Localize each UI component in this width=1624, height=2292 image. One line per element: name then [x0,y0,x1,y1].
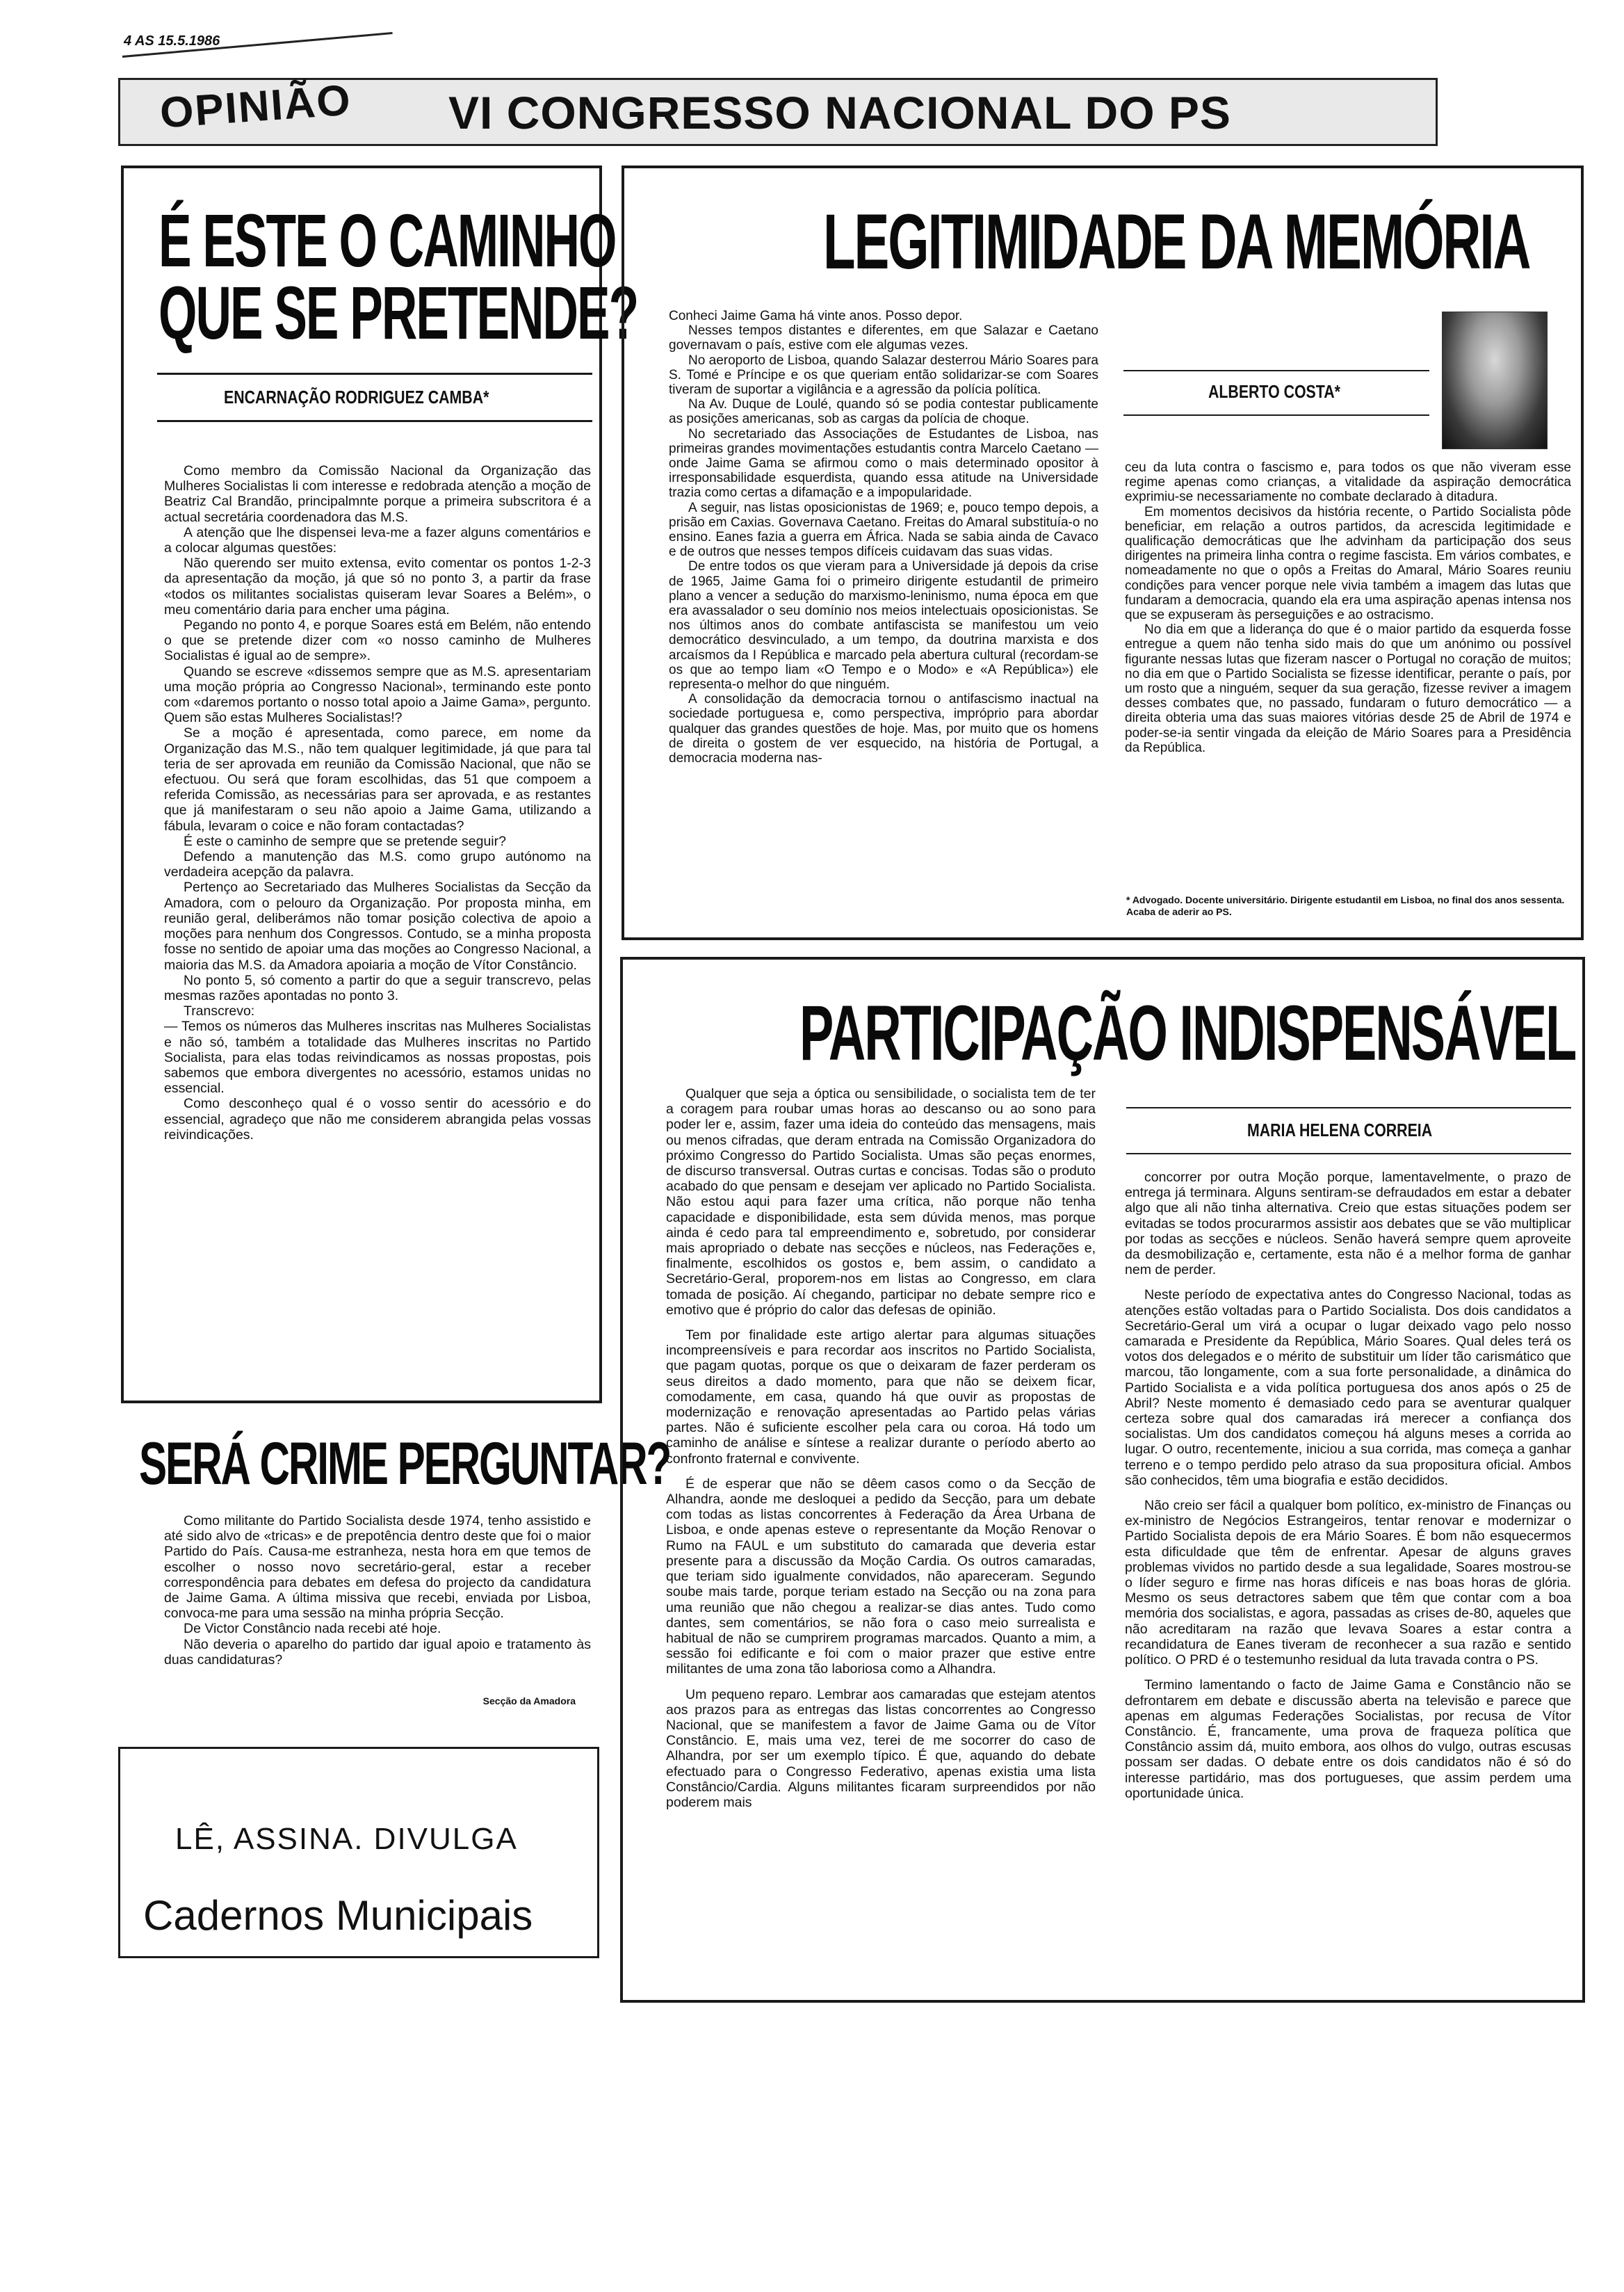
signature-amadora: Secção da Amadora [482,1695,576,1706]
paragraph: No ponto 5, só comento a partir do que a seguir transcrevo, pelas mesmas razões apontadas no ponto 3. [164,972,591,1003]
footnote-costa: * Advogado. Docente universitário. Dirigente estudantil em Lisboa, no final dos anos sessenta. Acaba de aderir ao PS. [1126,894,1565,917]
paragraph: Pegando no ponto 4, e porque Soares está em Belém, não entendo o que se pretende dizer com «o nosso caminho de Mulheres Socialistas é igual ao de sempre». [164,618,591,664]
paragraph: Como militante do Partido Socialista desde 1974, tenho assistido e até sido alvo de «tricas» e de prepotência dentro deste que foi o maior Partido do País. Causa-me estranheza, nesta hora em que temos de escolher o nosso novo secretário-geral, estar a receber correspondência para debates em defesa do projecto da candidatura de Jaime Gama. A última missiva que recebi, enviada por Lisboa, convoca-me para uma sessão na minha própria Secção. [164,1513,591,1622]
paragraph: Termino lamentando o facto de Jaime Gama e Constâncio não se defrontarem em debate e discussão aberta na televisão e parece que apenas em algumas Federações Socialistas, por recusa de Vítor Constâncio. É, francamente, uma prova de fraqueza política que Constâncio assim dá, muito embora, aos olhos do vulgo, outras escusas possam ser dadas. O debate entre os dois candidatos não é só do interesse partidário, mas dos portugueses, que assim perdem uma oportunidade única. [1125,1677,1571,1801]
ad-line-1: LÊ, ASSINA. DIVULGA [175,1822,518,1856]
paragraph: Não querendo ser muito extensa, evito comentar os pontos 1-2-3 da apresentação da moção, já que só no ponto 3, a partir da frase «todos os militantes socialistas quiseram levar Soares a Belém», o meu comentário daria para encher uma página. [164,556,591,618]
paragraph: De entre todos os que vieram para a Universidade já depois da crise de 1965, Jaime Gama foi o primeiro dirigente estudantil de primeiro plano a vencer a sedução do marxismo-leninismo, numa época em que era avassalador o seu domínio nos meios intelectuais oposicionistas. Se nos últimos anos do combate antifascista se manifestou um veio democrático desvinculado, a um tempo, da doutrina marxista e dos arcaísmos da I República e marcado pela abertura cultural (recordam-se os que ao tempo liam «O Tempo e o Modo» e «A República») ele representa-o melhor do que ninguém. [669,559,1098,693]
byline-camba: ENCARNAÇÃO RODRIGUEZ CAMBA* [224,387,489,407]
headline-caminho-line2: QUE SE PRETENDE? [159,271,638,355]
paragraph: Tem por finalidade este artigo alertar para algumas situações incompreensíveis e para recordar aos inscritos no Partido Socialista, que pagam quotas, porque os que o deixaram de fazer perderam os seus direitos a dado momento, para que não se deixem ficar, comodamente, em casa, quando há que ouvir as propostas de modernização e renovação apresentadas ao Partido pelas várias partes. Não é suficiente escolher pela cara ou coroa. Há todo um caminho de análise e síntese a realizar durante o período aberto ao confronto fraternal e convivente. [666,1327,1096,1467]
byline-costa: ALBERTO COSTA* [1208,381,1340,402]
paragraph: A atenção que lhe dispensei leva-me a fazer alguns comentários e a colocar algumas questões: [164,524,591,556]
paragraph: Como desconheço qual é o vosso sentir do acessório e do essencial, agradeço que não me considerem abrangida pelas vossas reivindicações. [164,1096,591,1143]
paragraph: Defendo a manutenção das M.S. como grupo autónomo na verdadeira acepção da palavra. [164,849,591,880]
paragraph: No aeroporto de Lisboa, quando Salazar desterrou Mário Soares para S. Tomé e Príncipe e os que queriam então solidarizar-se com Soares tiveram de suportar a vigilância e a agressão da polícia política. [669,353,1098,398]
byline-rule-top [1123,370,1429,371]
paragraph: Neste período de expectativa antes do Congresso Nacional, todas as atenções estão voltadas para o Partido Socialista. Dos dois candidatos a Secretário-Geral um virá a ocupar o lugar deixado vago pelo nosso camarada e Presidente da República, Mário Soares. Qual deles terá os votos dos delegados e o mérito de substituir um líder tão carismático que marcou, tão longamente, com a sua forte personalidade, a dinâmica do Partido Socialista e a vida política portuguesa dos anos após o 25 de Abril? Neste momento é demasiado cedo para se aventurar qualquer certeza sobre qual dos camaradas irá merecer a confiança dos socialistas. Um dos candidatos começou há alguns meses a corrida ao lugar. O outro, recentemente, iniciou a sua corrida, mas começa a ganhar terreno e o tempo perdido pelo atraso da sua propositura oficial. Ambos são conhecidos, têm uma biografia e estão decididos. [1125,1287,1571,1488]
paragraph: Conheci Jaime Gama há vinte anos. Posso depor. [669,309,963,323]
ad-line-2: Cadernos Municipais [143,1892,533,1939]
section-rubric: OPINIÃO [158,76,353,138]
paragraph: A consolidação da democracia tornou o antifascismo inactual na sociedade portuguesa e, como perspectiva, impróprio para abordar qualquer das grandes questões de hoje. Mas, por muito que os homens de direita o gostem de ver esquecido, na história de Portugal, a democracia moderna nas- [669,692,1098,766]
paragraph: Como membro da Comissão Nacional da Organização das Mulheres Socialistas li com interesse e redobrada atenção a moção de Beatriz Cal Brandão, principalmnte porque a primeira subscritora é a actual secretária coordenadora das M.S. [164,463,591,525]
paragraph: A seguir, nas listas oposicionistas de 1969; e, pouco tempo depois, a prisão em Caxias. Governava Caetano. Freitas do Amaral substituía-o no ensino. Eanes fazia a guerra em África. Nada se sabia ainda de Cavaco e de outros que nesses tempos difíceis cuidavam das suas vidas. [669,500,1098,560]
article4-col2 [1125,1170,1571,1801]
byline-rule-bottom [1126,1153,1571,1154]
paragraph: No secretariado das Associações de Estudantes de Lisboa, nas primeiras grandes movimentações estudantis contra Marcelo Caetano — onde Jaime Gama se afirmou como o mais determinado opositor à irresponsabilidade esquerdista, quando essa atitude na Universidade trazia como certas a difamação e a impopularidade. [669,426,1098,501]
paragraph: Pertenço ao Secretariado das Mulheres Socialistas da Secção da Amadora, com o pelouro da Organização. Por proposta minha, em reunião geral, deliberámos não tomar posição colectiva de apoio a moções para nenhum dos Congressos. Contudo, se a minha proposta fosse no sentido de apoiar uma das moções ao Congresso Nacional, a maioria das M.S. da Amadora apoiaria a moção de Vítor Constâncio. [164,880,591,973]
headline-participacao: PARTICIPAÇÃO INDISPENSÁVEL [799,990,1576,1076]
article4-col1 [666,1086,1096,1810]
byline-rule-bottom [157,420,592,422]
article3-col1 [669,309,1098,766]
paragraph: No dia em que a liderança do que é o maior partido da esquerda fosse entregue a quem não tenha sido mais do que um anónimo ou possível figurante nessas lutas que fizeram nascer o Portugal no coração de muitos; no dia em que o Partido Socialista se fizesse identificar, perante o país, por um rosto que a ninguém, sequer da sua geração, fizesse reviver a imagem desses combates que, no passado, fundaram o futuro democrático — a direita obteria uma das suas maiores vitórias desde 25 de Abril de 1974 e poder-se-ia sentir vingada da eleição de Mário Soares para a Presidência da República. [1125,622,1571,755]
paragraph: É de esperar que não se dêem casos como o da Secção de Alhandra, aonde me desloquei a pedido da Secção, para um debate com todas as listas concorrentes à Federação da Área Urbana de Lisboa, e onde apenas esteve o representante da Moção Renovar o Rumo na FAUL e um substituto do camarada que deveria estar presente para a discussão da Moção Cardia. Os outros camaradas, que teriam sido igualmente convidados, não apareceram. Segundo soube mais tarde, porque teriam estado na Secção ou na zona para uma reunião que não chegou a realizar-se dias antes. Tudo como dantes, sem comentários, se não fora o caso meio surrealista e habitual de não se cumprirem programas marcados. Quanto a mim, a sessão foi edificante e foi com o maior prazer que estive entre militantes de uma zona tão laboriosa como a Alhandra. [666,1476,1096,1677]
paragraph: Quando se escreve «dissemos sempre que as M.S. apresentariam uma moção própria ao Congresso Nacional», terminando este ponto com «daremos portanto o nosso total apoio a Jaime Gama», pergunto. Quem são estas Mulheres Socialistas!? [164,663,591,726]
paragraph: Um pequeno reparo. Lembrar aos camaradas que estejam atentos aos prazos para as entregas das listas concorrentes ao Congresso Nacional, que se manifestem a favor de Jaime Gama ou de Vítor Constâncio. E, mais uma vez, terei de me socorrer do caso de Alhandra, por ser um exemplo típico. É que, aquando do debate efectuado para o Congresso Federativo, apenas existia uma lista Constâncio/Cardia. Alguns militantes ficaram surpreendidos por não poderem mais [666,1686,1096,1810]
byline-rule-bottom [1123,414,1429,416]
paragraph: Transcrevo: [184,1003,255,1019]
paragraph: Nesses tempos distantes e diferentes, em que Salazar e Caetano governavam o país, estive com ele algumas vezes. [669,323,1098,353]
paragraph: Se a moção é apresentada, como parece, em nome da Organização das M.S., não tem qualquer legitimidade, já que para tal teria de ser aprovada em reunião da Comissão Nacional, que não se efectuou. Ou será que foram escolhidas, das 51 que compoem a referida Comissão, as necessárias para ser aprovada, e as restantes que já manifestaram o seu não apoio a Jaime Gama, utilizando a fábula, levaram o coice e não foram contactadas? [164,725,591,834]
paragraph: Não deveria o aparelho do partido dar igual apoio e tratamento às duas candidaturas? [164,1636,591,1668]
paragraph: concorrer por outra Moção porque, lamentavelmente, o prazo de entrega já terminara. Alguns sentiram-se defraudados em estar a debater algo que ali não tinha alternativa. Creio que estas situações podem ser evitadas se todos procurarmos assistir aos debates que se vão multiplicar por todas as secções e núcleos. Senão haverá sempre quem aproveite da desmobilização e, certamente, esta não é a melhor forma de ganhar nem de perder. [1125,1170,1571,1278]
headline-crime: SERÁ CRIME PERGUNTAR? [139,1430,671,1497]
article3-col2 [1125,460,1571,755]
paragraph: ceu da luta contra o fascismo e, para todos os que não viveram esse regime apenas como crianças, a vitalidade da aspiração democrática exprimiu-se necessariamente no combate declarado à ditadura. [1125,460,1571,505]
paragraph: De Victor Constâncio nada recebi até hoje. [184,1621,441,1637]
article1-body [164,463,591,1143]
paragraph: Na Av. Duque de Loulé, quando só se podia contestar publicamente as posições americanas, sob as cargas da polícia de choque. [669,397,1098,427]
headline-memoria: LEGITIMIDADE DA MEMÓRIA [823,198,1530,285]
headline-caminho-line1: É ESTE O CAMINHO [159,198,616,282]
paragraph: É este o caminho de sempre que se pretende seguir? [184,833,506,849]
paragraph: — Temos os números das Mulheres inscritas nas Mulheres Socialistas e não só, também a totalidade das Mulheres inscritas no Partido Socialista, para elas todas reivindicamos as nossas propostas, pois sabemos que embora divergentes no acessório, estamos unidas no essencial. [164,1019,591,1097]
author-portrait-icon [1442,312,1548,449]
page-title: VI CONGRESSO NACIONAL DO PS [448,87,1231,138]
paragraph: Em momentos decisivos da história recente, o Partido Socialista pôde beneficiar, em relação a outros partidos, da acrescida legitimidade e qualificação democráticas que lhe advinham da participação dos seus dirigentes na primeira linha contra o regime fascista. Em vários combates, e nomeadamente no que o opôs a Freitas do Amaral, Mário Soares reuniu condições para vencer porque nele vivia também a imagem das lutas que fundaram a democracia, quando ela era uma aspiração apenas intensa nos que se expuseram às perseguições e ao ostracismo. [1125,504,1571,623]
article2-body [164,1513,591,1668]
byline-rule-top [1126,1107,1571,1108]
byline-correia: MARIA HELENA CORREIA [1247,1120,1433,1140]
paragraph: Não creio ser fácil a qualquer bom político, ex-ministro de Finanças ou ex-ministro de Negócios Estrangeiros, tentar renovar e modernizar o Partido Socialista depois de era Mário Soares. É bom não esquecermos esta dificuldade que têm de enfrentar. Apesar de alguns graves problemas vividos no partido desde a sua legalidade, Soares mostrou-se o líder seguro e firme nas horas difíceis e nas boas horas de glória. Mesmo os seus detractores sabem que têm que contar com a boa memória dos socialistas, e agora, passadas as crises de-80, aqueles que não acreditaram na razão que levava Soares a estar contra a recandidatura de Eanes tiveram de reconhecer a sua razão e sentido político. O PRD é o testemunho residual da luta travada contra o PS. [1125,1498,1571,1668]
paragraph: Qualquer que seja a óptica ou sensibilidade, o socialista tem de ter a coragem para roubar umas horas ao descanso ou ao sono para poder ler e, assim, fazer uma ideia do conteúdo das mensagens, mais ou menos cifradas, que deram entrada na Comissão Organizadora do próximo Congresso do Partido Socialista. Umas são peças enormes, de discurso transversal. Outras curtas e concisas. Todas são o produto acabado do que pensam e desejam ver aplicado no Partido Socialista. Não estou aqui para fazer uma crítica, não porque não tenha capacidade e disponibilidade, esta sem dúvida menos, mas porque ainda é cedo para tal empreendimento e, sobretudo, por considerar mais apropriado o debate nas secções e núcleos, nas Federações e, finalmente, escolhidos os gostos e, bem assim, o candidato a Secretário-Geral, proporem-nos em listas ao Congresso, em clara tomada de posição. Aí chegando, participar no debate sempre rico e emotivo que é próprio do calor das defesas de opinião. [666,1086,1096,1318]
byline-rule-top [157,373,592,375]
page-number: 4 AS 15.5.1986 [124,33,220,49]
